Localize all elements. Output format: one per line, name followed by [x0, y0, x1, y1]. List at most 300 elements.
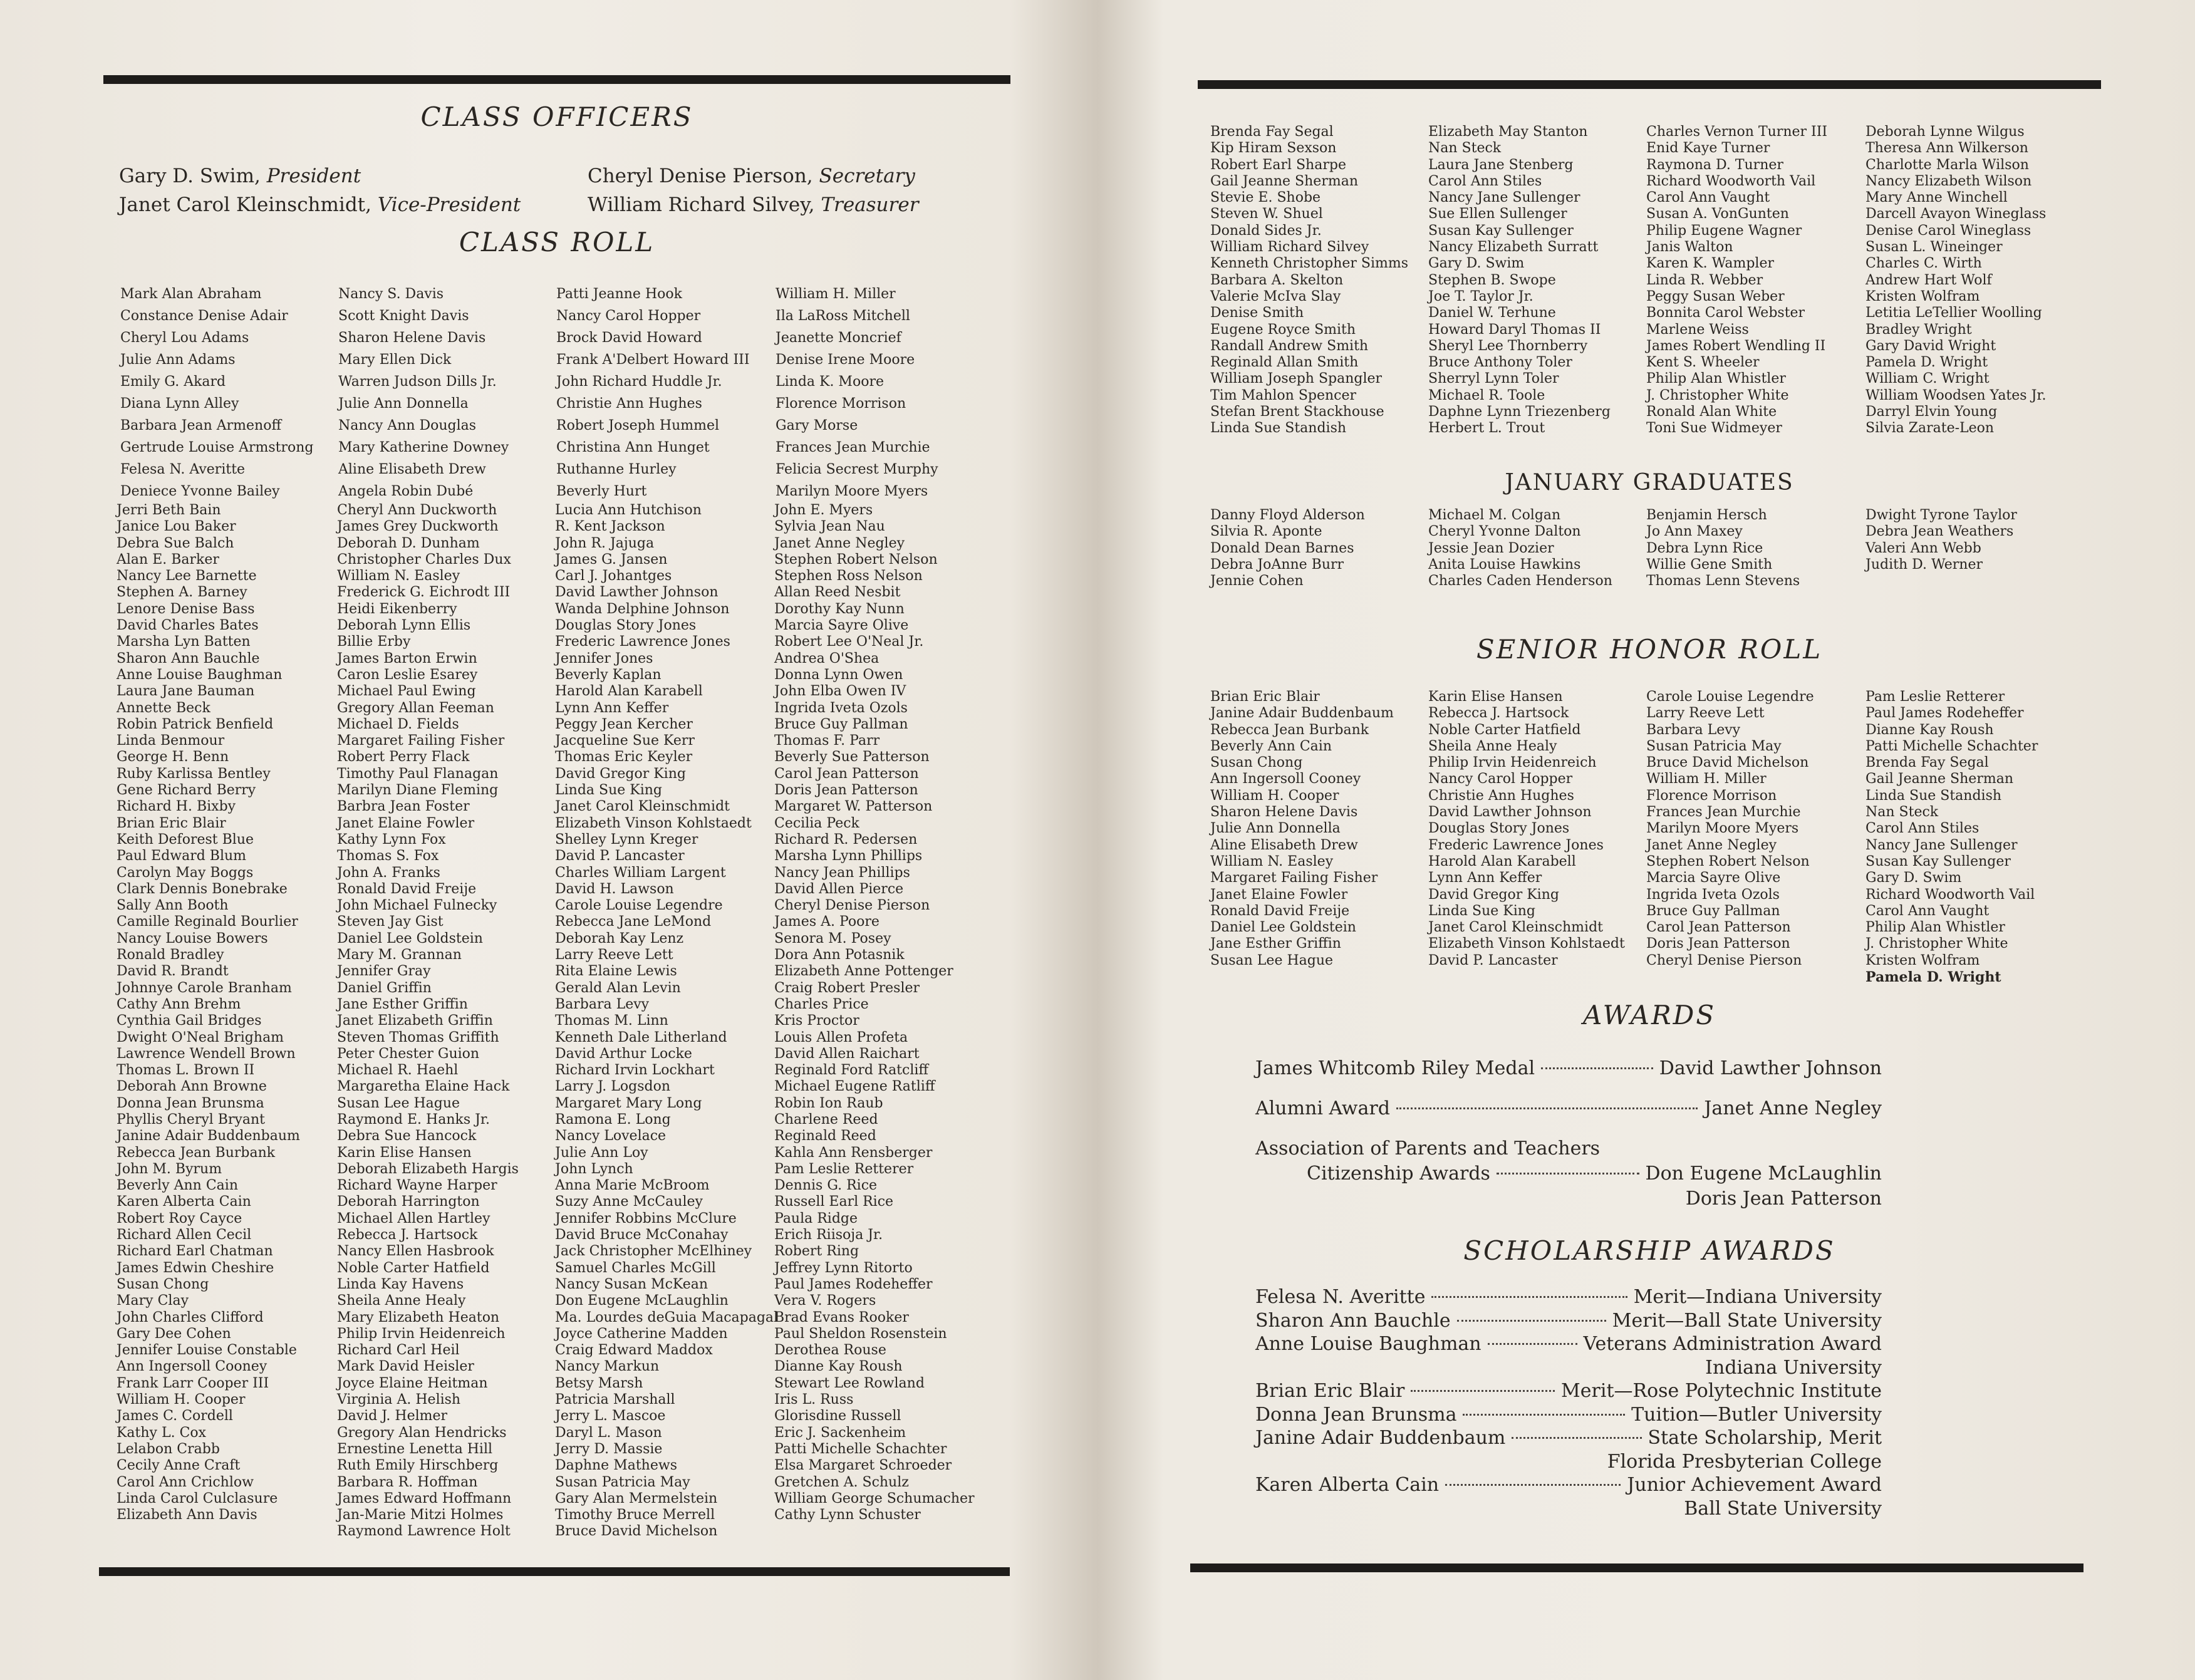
name-entry: Carolyn May Boggs: [117, 864, 254, 881]
name-entry: Barbara R. Hoffman: [337, 1474, 478, 1490]
name-entry: Paula Ridge: [774, 1210, 858, 1226]
name-entry: Ingrida Iveta Ozols: [774, 700, 908, 716]
awards-title: AWARDS: [1582, 1000, 1716, 1030]
name-entry: Julie Ann Loy: [555, 1144, 648, 1161]
name-entry: Thomas Eric Keyler: [555, 749, 693, 765]
name-entry: Ronald David Freije: [1210, 903, 1350, 919]
name-entry: Karin Elise Hansen: [337, 1144, 472, 1161]
officers-right-column: [588, 162, 919, 219]
name-entry: Betsy Marsh: [555, 1375, 643, 1391]
name-entry: William George Schumacher: [774, 1490, 975, 1506]
name-entry: Philip Eugene Wagner: [1646, 222, 1802, 239]
name-entry: Russell Earl Rice: [774, 1194, 894, 1210]
name-entry: Deborah Kay Lenz: [555, 930, 684, 946]
name-entry: James G. Jansen: [555, 551, 668, 568]
name-entry: Kris Proctor: [774, 1013, 859, 1029]
name-entry: Jacqueline Sue Kerr: [555, 733, 695, 749]
name-entry: Bruce Guy Pallman: [774, 716, 908, 732]
name-entry: Gregory Allan Feeman: [337, 700, 494, 716]
name-entry: Daphne Mathews: [555, 1458, 677, 1474]
name-entry: Jennie Cohen: [1210, 573, 1304, 589]
name-entry: Daniel W. Terhune: [1428, 305, 1556, 321]
name-entry: Kent S. Wheeler: [1646, 355, 1760, 371]
name-entry: Margaretha Elaine Hack: [337, 1079, 510, 1095]
name-entry: Brad Evans Rooker: [774, 1309, 909, 1325]
name-entry: Kip Hiram Sexson: [1210, 140, 1337, 157]
name-entry: Nancy Louise Bowers: [117, 930, 268, 946]
name-entry: Glorisdine Russell: [774, 1408, 901, 1424]
name-column: [120, 283, 314, 502]
name-entry: Peggy Susan Weber: [1646, 288, 1785, 304]
name-entry: John Richard Huddle Jr.: [556, 374, 722, 390]
name-entry: Sylvia Jean Nau: [774, 519, 885, 535]
name-entry: Patti Jeanne Hook: [556, 286, 682, 302]
name-entry: Pamela D. Wright: [1865, 355, 1988, 371]
name-entry: Sharon Helene Davis: [1210, 804, 1358, 821]
name-entry: Philip Irvin Heidenreich: [1428, 755, 1597, 771]
name-entry: Brian Eric Blair: [117, 815, 226, 831]
name-entry: Frank Larr Cooper III: [117, 1375, 269, 1391]
name-column: [556, 283, 750, 502]
name-entry: John E. Myers: [774, 502, 873, 518]
name-entry: Michael R. Toole: [1428, 387, 1545, 403]
name-entry: Barbara Jean Armenoff: [120, 418, 282, 433]
officer-secretary: Cheryl Denise Pierson, Secretary: [588, 165, 915, 187]
name-entry: Daniel Lee Goldstein: [337, 930, 483, 946]
name-entry: Nancy Jane Sullenger: [1428, 190, 1580, 206]
name-entry: Debra Jean Weathers: [1865, 524, 2014, 540]
name-entry: Kristen Wolfram: [1865, 952, 1980, 968]
name-entry: Mary M. Grannan: [337, 947, 462, 963]
name-entry: William H. Cooper: [1210, 787, 1339, 804]
name-entry: Susan A. VonGunten: [1646, 206, 1789, 222]
dot-leader: [1457, 1320, 1606, 1322]
name-entry: Elizabeth May Stanton: [1428, 124, 1588, 140]
name-entry: Linda Sue Standish: [1210, 420, 1347, 437]
scholarship-row: [1255, 1379, 1882, 1403]
name-entry: Sheila Anne Healy: [1428, 738, 1557, 754]
name-entry: Beverly Ann Cain: [117, 1178, 238, 1194]
name-entry: Jessie Jean Dozier: [1428, 540, 1554, 556]
name-entry: James Edwin Cheshire: [117, 1260, 274, 1276]
name-entry: Jan-Marie Mitzi Holmes: [337, 1507, 504, 1523]
name-entry: Robert Ring: [774, 1243, 859, 1260]
name-entry: Suzy Anne McCauley: [555, 1194, 703, 1210]
scholarship-row: [1255, 1426, 1882, 1450]
name-entry: Cathy Ann Brehm: [117, 996, 241, 1012]
name-entry: Deborah Lynne Wilgus: [1865, 124, 2025, 140]
name-entry: Stephen Ross Nelson: [774, 568, 923, 584]
name-entry: Stefan Brent Stackhouse: [1210, 404, 1384, 420]
name-entry: Paul Edward Blum: [117, 848, 247, 864]
name-entry: Jerry D. Massie: [555, 1441, 663, 1457]
name-entry: Stewart Lee Rowland: [774, 1375, 925, 1391]
award-value: David Lawther Johnson: [1659, 1057, 1882, 1079]
name-entry: David Charles Bates: [117, 618, 259, 634]
name-entry: Lynn Ann Keffer: [1428, 870, 1542, 886]
name-entry: Felicia Secrest Murphy: [776, 462, 938, 477]
name-entry: Elizabeth Vinson Kohlstaedt: [555, 815, 752, 831]
name-entry: Laura Jane Stenberg: [1428, 157, 1574, 173]
name-entry: Harold Alan Karabell: [555, 683, 703, 700]
name-entry: Patricia Marshall: [555, 1392, 675, 1408]
name-entry: Carol Ann Vaught: [1865, 903, 1990, 919]
scholarship-award: Veterans Administration Award: [1583, 1333, 1882, 1355]
name-entry: Noble Carter Hatfield: [1428, 722, 1581, 738]
award-row: [1255, 1056, 1882, 1096]
name-entry: Denise Carol Wineglass: [1865, 222, 2032, 239]
name-entry: Danny Floyd Alderson: [1210, 507, 1365, 523]
name-entry: Carl J. Johantges: [555, 568, 672, 584]
name-entry: Bonnita Carol Webster: [1646, 305, 1805, 321]
name-entry: Allan Reed Nesbit: [774, 584, 901, 601]
scholarship-awards-list: [1255, 1285, 1882, 1520]
name-entry: Don Eugene McLaughlin: [555, 1293, 729, 1309]
name-entry: Carol Jean Patterson: [774, 765, 919, 782]
dot-leader: [1431, 1296, 1627, 1298]
name-entry: Julie Ann Donnella: [1210, 821, 1341, 837]
name-entry: Daphne Lynn Triezenberg: [1428, 404, 1611, 420]
name-entry: Karen K. Wampler: [1646, 256, 1775, 272]
name-entry: Jeffrey Lynn Ritorto: [774, 1260, 913, 1276]
name-entry: Annette Beck: [117, 700, 210, 716]
name-entry: Gary D. Swim: [1428, 256, 1525, 272]
awards-list: [1255, 1056, 1882, 1211]
assoc-label-line-2: Citizenship Awards: [1307, 1163, 1490, 1185]
name-column: [1646, 689, 1814, 969]
name-entry: Denise Irene Moore: [776, 352, 915, 368]
name-entry: Denise Smith: [1210, 305, 1304, 321]
name-entry: Debra Sue Hancock: [337, 1128, 477, 1144]
name-entry: Gary D. Swim: [1865, 870, 1962, 886]
name-entry: Linda K. Moore: [776, 374, 884, 390]
name-column: [338, 283, 509, 502]
name-entry: Aline Elisabeth Drew: [1210, 837, 1358, 853]
name-entry: David P. Lancaster: [1428, 952, 1558, 968]
name-entry: Carol Ann Crichlow: [117, 1474, 254, 1490]
name-entry: Stephen A. Barney: [117, 584, 247, 601]
name-column: [1210, 507, 1365, 589]
name-entry: Linda Sue Standish: [1865, 787, 2002, 804]
name-entry: Douglas Story Jones: [555, 618, 697, 634]
name-entry: Carol Ann Vaught: [1646, 190, 1770, 206]
senior-honor-roll-title: SENIOR HONOR ROLL: [1476, 634, 1823, 665]
name-entry: Susan Lee Hague: [337, 1095, 460, 1111]
name-entry: Alan E. Barker: [117, 551, 219, 568]
name-entry: Jane Esther Griffin: [1210, 936, 1341, 952]
name-entry: Ronald Alan White: [1646, 404, 1777, 420]
name-entry: David Arthur Locke: [555, 1045, 692, 1062]
name-entry: Dennis G. Rice: [774, 1178, 878, 1194]
name-entry: Gretchen A. Schulz: [774, 1474, 909, 1490]
name-entry: Harold Alan Karabell: [1428, 853, 1576, 869]
name-entry: Brian Eric Blair: [1210, 689, 1320, 705]
scholarship-institution: Ball State University: [1684, 1497, 1882, 1520]
officer-president: Gary D. Swim, President: [119, 165, 361, 187]
name-entry: Craig Robert Presler: [774, 980, 920, 996]
name-entry: Silvia Zarate-Leon: [1865, 420, 1995, 437]
name-entry: Ingrida Iveta Ozols: [1646, 886, 1780, 903]
name-entry: Ronald David Freije: [337, 881, 477, 897]
name-entry: Ernestine Lenetta Hill: [337, 1441, 493, 1457]
name-entry: Richard R. Pedersen: [774, 831, 918, 848]
name-column: [1865, 124, 2047, 437]
name-entry: Daniel Griffin: [337, 980, 432, 996]
name-entry: Jack Christopher McElhiney: [555, 1243, 752, 1260]
name-entry: Samuel Charles McGill: [555, 1260, 716, 1276]
name-entry: Beverly Sue Patterson: [774, 749, 930, 765]
name-entry: Marlene Weiss: [1646, 321, 1749, 338]
name-entry: Charles C. Wirth: [1865, 256, 1982, 272]
name-entry: Gene Richard Berry: [117, 782, 256, 799]
name-entry: James Edward Hoffmann: [337, 1490, 512, 1506]
name-entry: Janet Elizabeth Griffin: [337, 1013, 493, 1029]
name-entry: Dora Ann Potasnik: [774, 947, 905, 963]
name-entry: Deborah D. Dunham: [337, 535, 480, 551]
name-entry: Richard Carl Heil: [337, 1342, 460, 1359]
name-entry: William H. Cooper: [117, 1392, 246, 1408]
name-entry: Warren Judson Dills Jr.: [338, 374, 497, 390]
name-entry: Deborah Lynn Ellis: [337, 618, 471, 634]
name-entry: Mary Anne Winchell: [1865, 190, 2008, 206]
name-entry: Andrea O'Shea: [774, 650, 880, 666]
name-entry: Benjamin Hersch: [1646, 507, 1767, 523]
name-entry: Scott Knight Davis: [338, 308, 469, 324]
name-entry: Jeanette Moncrief: [776, 330, 901, 346]
name-entry: Toni Sue Widmeyer: [1646, 420, 1782, 437]
name-entry: Anna Marie McBroom: [555, 1178, 710, 1194]
name-entry: Charles Vernon Turner III: [1646, 124, 1828, 140]
name-entry: Noble Carter Hatfield: [337, 1260, 490, 1276]
name-entry: Janet Elaine Fowler: [337, 815, 475, 831]
name-entry: Nancy Carol Hopper: [556, 308, 701, 324]
name-entry: Susan L. Wineinger: [1865, 239, 2003, 256]
name-entry: Nancy Susan McKean: [555, 1276, 708, 1292]
right-page: [1098, 0, 2195, 1680]
name-entry: James Barton Erwin: [337, 650, 477, 666]
name-entry: Robin Ion Raub: [774, 1095, 883, 1111]
scholarship-award: State Scholarship, Merit: [1648, 1427, 1882, 1449]
name-entry: David Gregor King: [555, 765, 686, 782]
name-entry: Charlene Reed: [774, 1111, 878, 1128]
name-entry: Cecily Anne Craft: [117, 1458, 241, 1474]
dot-leader: [1396, 1107, 1698, 1109]
name-entry: Phyllis Cheryl Bryant: [117, 1111, 266, 1128]
name-entry: Debra JoAnne Burr: [1210, 556, 1344, 573]
scholarship-row: [1255, 1285, 1882, 1309]
name-entry: Sheila Anne Healy: [337, 1293, 466, 1309]
name-entry: Lenore Denise Bass: [117, 601, 255, 617]
name-entry: Mark Alan Abraham: [120, 286, 262, 302]
name-entry: Emily G. Akard: [120, 374, 226, 390]
name-entry: Charlotte Marla Wilson: [1865, 157, 2029, 173]
name-entry: Mary Katherine Downey: [338, 440, 509, 455]
name-entry: Louis Allen Profeta: [774, 1029, 908, 1045]
name-entry: Keith Deforest Blue: [117, 831, 254, 848]
name-entry: Donna Jean Brunsma: [117, 1095, 264, 1111]
name-entry: Lynn Ann Keffer: [555, 700, 669, 716]
name-column: [1865, 507, 2017, 573]
name-entry: Michael Allen Hartley: [337, 1210, 490, 1226]
name-entry: Nan Steck: [1865, 804, 1939, 821]
name-entry: Darcell Avayon Wineglass: [1865, 206, 2047, 222]
name-entry: Elsa Margaret Schroeder: [774, 1458, 952, 1474]
name-entry: Nancy Jane Sullenger: [1865, 837, 2018, 853]
name-entry: Wanda Delphine Johnson: [555, 601, 730, 617]
name-entry: Peggy Jean Kercher: [555, 716, 693, 732]
name-entry: Linda Benmour: [117, 733, 225, 749]
class-roll-title: CLASS ROLL: [459, 227, 655, 257]
name-entry: Sharon Ann Bauchle: [117, 650, 260, 666]
name-entry: Christina Ann Hunget: [556, 440, 710, 455]
name-entry: Judith D. Werner: [1865, 556, 1983, 573]
award-value-extra: Doris Jean Patterson: [1685, 1188, 1882, 1210]
name-entry: William Joseph Spangler: [1210, 371, 1383, 387]
top-rule-right: [1198, 80, 2101, 89]
name-entry: Deborah Ann Browne: [117, 1079, 267, 1095]
name-entry: Virginia A. Helish: [337, 1392, 461, 1408]
name-entry: Paul James Rodeheffer: [1865, 705, 2024, 722]
name-entry: Brenda Fay Segal: [1865, 755, 1989, 771]
name-entry: Margaret W. Patterson: [774, 799, 933, 815]
name-entry: Ila LaRoss Mitchell: [776, 308, 910, 324]
name-entry: R. Kent Jackson: [555, 519, 665, 535]
name-entry: Steven Thomas Griffith: [337, 1029, 499, 1045]
name-entry: Marsha Lyn Batten: [117, 634, 251, 650]
name-entry: Iris L. Russ: [774, 1392, 854, 1408]
name-entry: Peter Chester Guion: [337, 1045, 480, 1062]
name-entry: Angela Robin Dubé: [338, 484, 474, 499]
name-entry: Nancy Ellen Hasbrook: [337, 1243, 494, 1260]
name-entry: Marilyn Diane Fleming: [337, 782, 499, 799]
name-entry: Gerald Alan Levin: [555, 980, 681, 996]
name-entry: Kathy Lynn Fox: [337, 831, 446, 848]
name-entry: William C. Wright: [1865, 371, 1990, 387]
officers-left-column: [119, 162, 521, 219]
name-entry: Jerry L. Mascoe: [555, 1408, 666, 1424]
name-column: [1646, 507, 1800, 589]
name-column: [1865, 689, 2038, 985]
name-entry: Jennifer Jones: [555, 650, 653, 666]
award-value: Janet Anne Negley: [1704, 1097, 1882, 1119]
name-column: [1428, 124, 1611, 437]
name-entry: Debra Lynn Rice: [1646, 540, 1763, 556]
name-column: [1428, 689, 1625, 969]
scholarship-institution: Florida Presbyterian College: [1607, 1450, 1882, 1473]
name-entry: Karen Alberta Cain: [117, 1194, 251, 1210]
name-column: [555, 502, 778, 1540]
name-entry: Thomas M. Linn: [555, 1013, 668, 1029]
dot-leader: [1512, 1437, 1641, 1439]
name-entry: Marilyn Moore Myers: [1646, 821, 1799, 837]
name-entry: Philip Alan Whistler: [1646, 371, 1786, 387]
name-entry: Robert Roy Cayce: [117, 1210, 242, 1226]
name-entry: Donald Dean Barnes: [1210, 540, 1354, 556]
name-entry: Pam Leslie Retterer: [1865, 689, 2005, 705]
name-entry: Larry J. Logsdon: [555, 1079, 671, 1095]
january-graduates-title: JANUARY GRADUATES: [1505, 470, 1794, 495]
name-entry: Janine Adair Buddenbaum: [117, 1128, 300, 1144]
name-entry: Jennifer Robbins McClure: [555, 1210, 737, 1226]
name-entry: Philip Irvin Heidenreich: [337, 1325, 506, 1342]
name-entry: Billie Erby: [337, 634, 411, 650]
name-entry: Debra Sue Balch: [117, 535, 234, 551]
name-entry: Doris Jean Patterson: [774, 782, 918, 799]
name-entry: Heidi Eikenberry: [337, 601, 457, 617]
name-entry: Carol Jean Patterson: [1646, 920, 1791, 936]
name-entry: Richard Allen Cecil: [117, 1227, 252, 1243]
top-rule-left: [103, 75, 1010, 84]
name-entry: William Richard Silvey: [1210, 239, 1369, 256]
name-entry: Richard H. Bixby: [117, 799, 236, 815]
name-entry: Sally Ann Booth: [117, 898, 229, 914]
name-entry: John R. Jajuga: [555, 535, 655, 551]
name-entry: Susan Lee Hague: [1210, 952, 1334, 968]
officer-vice-president: Janet Carol Kleinschmidt, Vice-President: [119, 194, 521, 216]
name-entry: Tim Mahlon Spencer: [1210, 387, 1357, 403]
name-entry: Ann Ingersoll Cooney: [117, 1359, 267, 1375]
name-entry: William H. Miller: [776, 286, 896, 302]
name-entry: Gregory Alan Hendricks: [337, 1424, 507, 1441]
name-entry: Margaret Mary Long: [555, 1095, 702, 1111]
name-entry: Enid Kaye Turner: [1646, 140, 1770, 157]
name-entry: Doris Jean Patterson: [1646, 936, 1790, 952]
name-entry: George H. Benn: [117, 749, 229, 765]
name-entry: Shelley Lynn Kreger: [555, 831, 698, 848]
name-entry: Marcia Sayre Olive: [774, 618, 909, 634]
name-entry: Nancy Carol Hopper: [1428, 771, 1573, 787]
name-entry: Pam Leslie Retterer: [774, 1161, 914, 1177]
name-entry: Stephen Robert Nelson: [1646, 853, 1810, 869]
scholarship-recipient: Janine Adair Buddenbaum: [1255, 1427, 1506, 1449]
name-column: [774, 502, 975, 1523]
name-entry: William H. Miller: [1646, 771, 1767, 787]
name-entry: Charles Caden Henderson: [1428, 573, 1612, 589]
name-entry: John M. Byrum: [117, 1161, 222, 1177]
name-entry: Lelabon Crabb: [117, 1441, 220, 1457]
name-entry: Joyce Elaine Heitman: [337, 1375, 488, 1391]
name-entry: Carol Ann Stiles: [1865, 821, 1980, 837]
name-entry: Gary Morse: [776, 418, 858, 433]
name-entry: Nancy Lovelace: [555, 1128, 667, 1144]
name-entry: Cathy Lynn Schuster: [774, 1507, 921, 1523]
scholarship-award: Merit—Ball State University: [1612, 1309, 1882, 1332]
name-entry: David Bruce McConahay: [555, 1227, 729, 1243]
name-entry: Douglas Story Jones: [1428, 821, 1570, 837]
name-entry: Herbert L. Trout: [1428, 420, 1545, 437]
name-entry: David H. Lawson: [555, 881, 674, 897]
name-entry: Diana Lynn Alley: [120, 396, 239, 412]
name-entry: Beverly Kaplan: [555, 666, 662, 683]
name-entry: William Woodsen Yates Jr.: [1865, 387, 2047, 403]
name-entry: Rita Elaine Lewis: [555, 963, 677, 980]
name-entry: Robin Patrick Benfield: [117, 716, 274, 732]
name-entry: Patti Michelle Schachter: [774, 1441, 947, 1457]
name-entry: Aline Elisabeth Drew: [338, 462, 486, 477]
name-entry: Donna Lynn Owen: [774, 666, 903, 683]
name-entry: Sharon Helene Davis: [338, 330, 486, 346]
name-entry: Jo Ann Maxey: [1646, 524, 1743, 540]
name-entry: Elizabeth Vinson Kohlstaedt: [1428, 936, 1625, 952]
name-entry: Nan Steck: [1428, 140, 1502, 157]
name-entry: Mary Clay: [117, 1293, 189, 1309]
name-entry: Susan Kay Sullenger: [1428, 222, 1574, 239]
name-entry: Ramona E. Long: [555, 1111, 671, 1128]
name-entry: Gary David Wright: [1865, 338, 1996, 354]
award-row: [1255, 1096, 1882, 1136]
name-entry: Michael D. Fields: [337, 716, 459, 732]
dot-leader: [1463, 1414, 1625, 1416]
